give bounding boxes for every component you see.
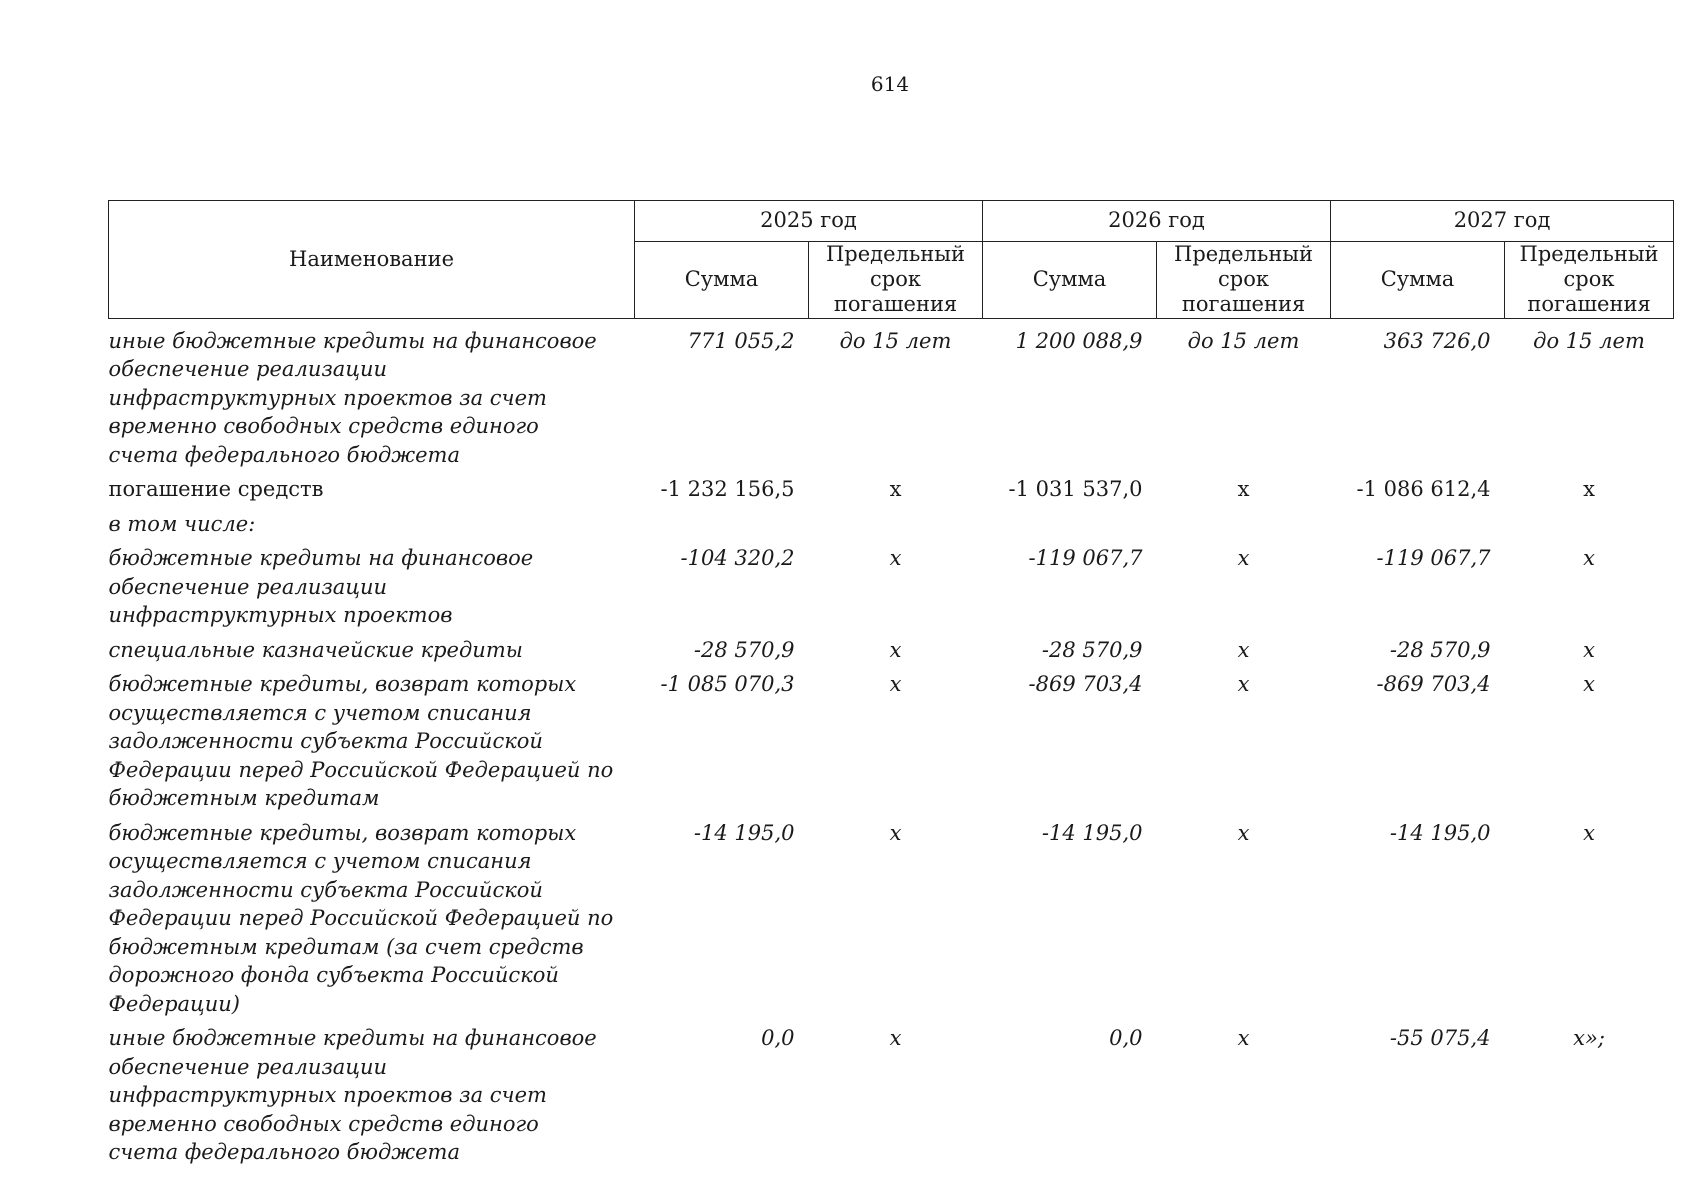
term-2027-cell: х	[1583, 546, 1595, 571]
sum-2027-cell: -55 075,4	[1389, 1026, 1491, 1051]
sum-2027-cell: -869 703,4	[1376, 672, 1491, 697]
header-year-2027: 2027 год	[1331, 201, 1674, 242]
sum-2025-cell: -28 570,9	[693, 637, 795, 662]
row-name: бюджетные кредиты, возврат которых осуществляется с учетом списания задолженности субъекта Российской Федерации перед Российской Федерацией по бюджетным кредитам (за счет средств дорожного фонда субъекта Российской Федерации)	[108, 820, 614, 1016]
sum-2026-cell: 1 200 088,9	[1015, 328, 1143, 353]
term-2026-cell: х	[1237, 820, 1250, 845]
term-2026-cell: х	[1237, 477, 1250, 502]
row-name: бюджетные кредиты, возврат которых осуществляется с учетом списания задолженности субъекта Российской Федерации перед Российской Федерацией по бюджетным кредитам	[108, 672, 614, 811]
term-2027-cell: до 15 лет	[1533, 328, 1645, 353]
sum-2025-cell: -1 232 156,5	[660, 477, 795, 502]
sum-2027-cell	[1331, 510, 1505, 545]
budget-credits-table	[108, 200, 1674, 1173]
header-year-2026: 2026 год	[983, 201, 1331, 242]
sum-2026-cell: -28 570,9	[1041, 637, 1143, 662]
row-name: в том числе:	[108, 511, 256, 536]
header-term: Предельный срок погашения	[1505, 242, 1674, 319]
sum-2025-cell: 0,0	[761, 1026, 795, 1051]
table-row	[109, 819, 1674, 1025]
term-2025-cell: х	[889, 546, 902, 571]
term-2026-cell: х	[1237, 637, 1250, 662]
row-name: иные бюджетные кредиты на финансовое обеспечение реализации инфраструктурных проектов за счет временно свободных средств единого счета федерального бюджета	[108, 1026, 597, 1165]
term-2025-cell: х	[889, 637, 902, 662]
table-row	[109, 1024, 1674, 1173]
term-2026-cell: х	[1237, 1026, 1250, 1051]
row-name: бюджетные кредиты на финансовое обеспечение реализации инфраструктурных проектов	[108, 546, 534, 628]
term-2025-cell: х	[889, 672, 902, 697]
term-2027-cell: х	[1583, 637, 1595, 662]
page-number: 614	[870, 72, 910, 96]
table-row	[109, 544, 1674, 636]
row-name: специальные казначейские кредиты	[108, 637, 523, 662]
term-2025-cell	[809, 510, 983, 545]
header-year-2025: 2025 год	[635, 201, 983, 242]
sum-2026-cell: -869 703,4	[1028, 672, 1143, 697]
header-term: Предельный срок погашения	[1157, 242, 1331, 319]
row-name: иные бюджетные кредиты на финансовое обеспечение реализации инфраструктурных проектов за счет временно свободных средств единого счета федерального бюджета	[108, 328, 597, 467]
sum-2026-cell: -119 067,7	[1028, 546, 1143, 571]
sum-2027-cell: -119 067,7	[1376, 546, 1491, 571]
header-term: Предельный срок погашения	[809, 242, 983, 319]
header-sum: Сумма	[1331, 242, 1505, 319]
term-2027-cell: х	[1583, 477, 1595, 502]
term-2027-cell: х	[1583, 820, 1595, 845]
sum-2027-cell: -14 195,0	[1389, 820, 1491, 845]
sum-2026-cell: -14 195,0	[1041, 820, 1143, 845]
term-2025-cell: до 15 лет	[839, 328, 952, 353]
table-row	[109, 475, 1674, 510]
table-row	[109, 636, 1674, 671]
term-2026-cell	[1157, 510, 1331, 545]
header-sum: Сумма	[983, 242, 1157, 319]
table-body	[109, 318, 1674, 1173]
table-row	[109, 327, 1674, 476]
table-row	[109, 670, 1674, 819]
sum-2026-cell: 0,0	[1109, 1026, 1143, 1051]
sum-2025-cell	[635, 510, 809, 545]
sum-2027-cell: -28 570,9	[1389, 637, 1491, 662]
header-sum: Сумма	[635, 242, 809, 319]
term-2026-cell: х	[1237, 546, 1250, 571]
table-row	[109, 510, 1674, 545]
term-2025-cell: х	[889, 1026, 902, 1051]
sum-2027-cell: -1 086 612,4	[1356, 477, 1491, 502]
term-2027-cell	[1505, 510, 1674, 545]
row-name: погашение средств	[108, 477, 324, 502]
term-2025-cell: х	[889, 820, 902, 845]
term-2027-cell: х»;	[1573, 1026, 1605, 1051]
sum-2026-cell: -1 031 537,0	[1008, 477, 1143, 502]
sum-2025-cell: -1 085 070,3	[660, 672, 795, 697]
term-2026-cell: х	[1237, 672, 1250, 697]
sum-2026-cell	[983, 510, 1157, 545]
sum-2027-cell: 363 726,0	[1383, 328, 1491, 353]
sum-2025-cell: -104 320,2	[680, 546, 795, 571]
term-2027-cell: х	[1583, 672, 1595, 697]
header-name: Наименование	[109, 201, 635, 319]
term-2025-cell: х	[889, 477, 902, 502]
sum-2025-cell: -14 195,0	[693, 820, 795, 845]
term-2026-cell: до 15 лет	[1187, 328, 1300, 353]
sum-2025-cell: 771 055,2	[687, 328, 795, 353]
